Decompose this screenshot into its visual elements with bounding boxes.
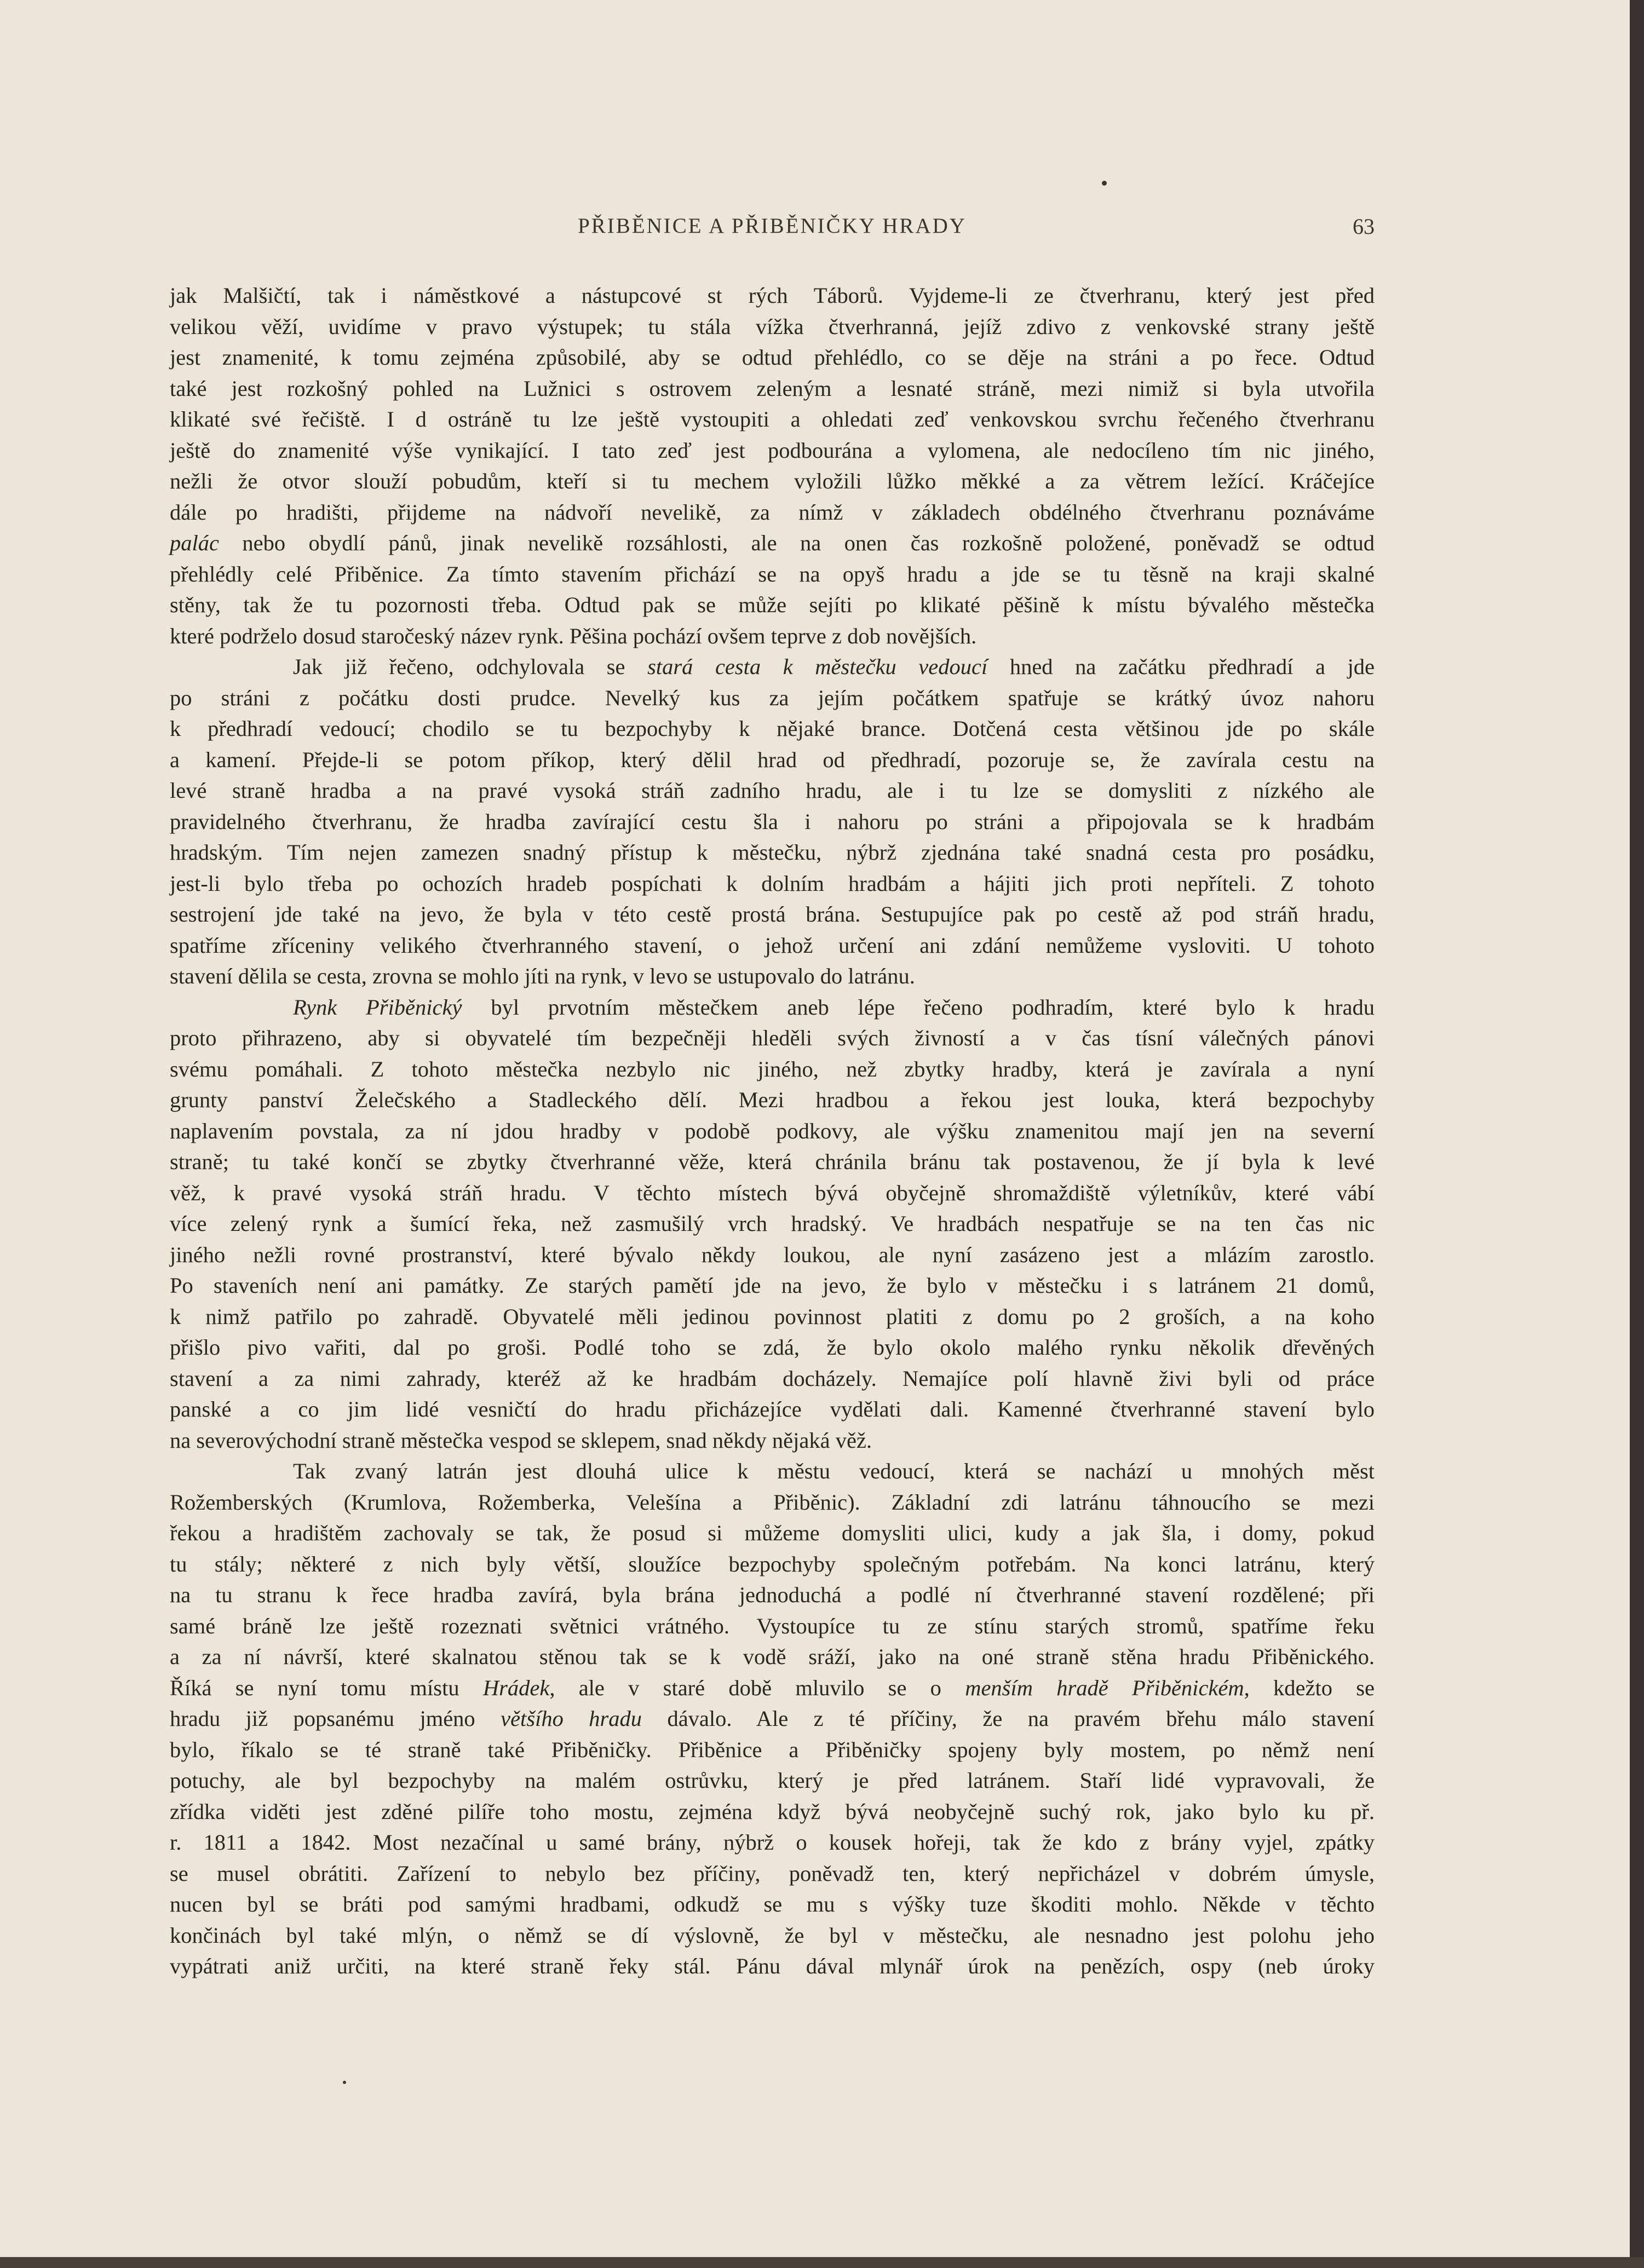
text-line: více zelený rynk a šumící řeka, než zasmušilý vrch hradský. Ve hradbách nespatřuje se na ten čas nic [170, 1211, 1375, 1236]
scan-edge-bottom [0, 2257, 1644, 2268]
text-line: které podrželo dosud staročeský název rynk. Pěšina pochází ovšem teprve z dob novějších. [170, 623, 977, 648]
text-line: zřídka viděti jest zděné pilíře toho mostu, zejména když bývá neobyčejně suchý rok, jako bylo ku př. [170, 1799, 1375, 1824]
text-line: klikaté své řečiště. I d ostráně tu lze ještě vystoupiti a ohledati zeď venkovskou svrchu řečeného čtverhranu [170, 407, 1375, 431]
ink-speck [343, 2081, 346, 2084]
text-line: levé straně hradba a na pravé vysoká stráň zadního hradu, ale i tu lze se domysliti z nízkého ale [170, 778, 1375, 803]
paragraph [170, 1456, 1375, 1982]
text-fragment: Jak již řečeno, odchylovala se [293, 654, 648, 679]
text-line: přišlo pivo vařiti, dal po groši. Podlé toho se zdá, že bylo okolo malého rynku několik dřevěných [170, 1335, 1375, 1360]
page-header [170, 214, 1375, 252]
text-line: a za ní návrší, které skalnatou stěnou tak se k vodě sráží, jako na oné straně stěna hradu Přiběnického. [170, 1644, 1375, 1669]
text-line: přehlédly celé Přiběnice. Za tímto stavením přichází se na opyš hradu a jde se tu těsně na kraji skalné [170, 561, 1375, 586]
text-line: tu stály; některé z nich byly větší, sloužíce bezpochyby společným potřebám. Na konci latránu, který [170, 1551, 1375, 1576]
text-line: a kamení. Přejde-li se potom příkop, který dělil hrad od předhradí, pozoruje se, že zavírala cestu na [170, 747, 1375, 772]
text-line: na severovýchodní straně městečka vespod se sklepem, snad někdy nějaká věž. [170, 1427, 872, 1453]
text-line [170, 1703, 1375, 1735]
text-line: r. 1811 a 1842. Most nezačínal u samé brány, nýbrž o kousek hořeji, tak že kdo z brány vyjel, zpátky [170, 1830, 1375, 1855]
text-line: stěny, tak že tu pozornosti třeba. Odtud pak se může sejíti po klikaté pěšině k místu bývalého městečka [170, 592, 1375, 617]
text-line: ještě do znamenité výše vynikající. I tato zeď jest podbourána a vylomena, ale nedocíleno tím nic jiného, [170, 438, 1375, 463]
text-line: věž, k pravé vysoká stráň hradu. V těchto místech bývá obyčejně shromaždiště výletníkův, které vábí [170, 1180, 1375, 1205]
text-line: sestrojení jde také na jevo, že byla v této cestě prostá brána. Sestupujíce pak po cestě až pod stráň hradu, [170, 902, 1375, 926]
paragraph [170, 652, 1375, 992]
page-number: 63 [1353, 214, 1375, 239]
text-line: straně; tu také končí se zbytky čtverhranné věže, která chránila bránu tak postavenou, že jí byla k levé [170, 1149, 1375, 1174]
text-line: spatříme zříceniny velikého čtverhranného stavení, o jehož určení ani zdání nemůžeme vysloviti. U tohoto [170, 932, 1375, 958]
text-line [170, 528, 1375, 559]
text-line: panské a co jim lidé vesničtí do hradu přicházejíce vydělati dali. Kamenné čtverhranné stavení bylo [170, 1397, 1375, 1421]
text-line: také jest rozkošný pohled na Lužnici s ostrovem zeleným a lesnaté stráně, mezi nimiž si byla utvořila [170, 376, 1375, 401]
text-fragment: Říká se nyní tomu místu [170, 1675, 483, 1700]
text-line: hradským. Tím nejen zamezen snadný přístup k městečku, nýbrž zjednána také snadná cesta pro posádku, [170, 840, 1375, 865]
scan-edge-right [1630, 0, 1644, 2268]
text-line: nežli že otvor slouží pobudům, kteří si tu mechem vyložili lůžko měkké a za větrem ležící. Kráčejíce [170, 469, 1375, 493]
text-fragment: nebo obydlí pánů, jinak nevelikě rozsáhlosti, ale na onen čas rozkošně položené, poněvadž se odtud [219, 531, 1375, 555]
italic-phrase: Rynk Přiběnický [293, 994, 462, 1020]
body-text [170, 280, 1375, 1982]
text-line: končinách byl také mlýn, o němž se dí výslovně, že byl v městečku, ale nesnadno jest polohu jeho [170, 1922, 1375, 1948]
text-line: dále po hradišti, přijdeme na nádvoří nevelikě, za nímž v základech obdélného čtverhranu poznáváme [170, 499, 1375, 525]
text-line: stavení dělila se cesta, zrovna se mohlo jíti na rynk, v levo se ustupovalo do latránu. [170, 964, 915, 988]
text-line: naplavením povstala, za ní jdou hradby v podobě podkovy, ale výšku znamenitou mají jen na severní [170, 1118, 1375, 1143]
text-fragment: dávalo. Ale z té příčiny, že na pravém břehu málo stavení [642, 1706, 1375, 1731]
text-line: jiného nežli rovné prostranství, které bývalo někdy loukou, ale nyní zasázeno jest a mlázím zarostlo. [170, 1242, 1375, 1267]
text-fragment: hned na začátku předhradí a jde [987, 654, 1375, 679]
text-line: nucen byl se bráti pod samými hradbami, odkudž se mu s výšky tuze škoditi mohlo. Někde v těchto [170, 1892, 1375, 1916]
text-line: na tu stranu k řece hradba zavírá, byla brána jednoduchá a podlé ní čtverhranné stavení rozdělené; při [170, 1582, 1375, 1607]
text-line: pravidelného čtverhranu, že hradba zavírající cestu šla i nahoru po stráni a připojovala se k hradbám [170, 809, 1375, 834]
text-line: po stráni z počátku dosti prudce. Nevelký kus za jejím počátkem spatřuje se krátký úvoz nahoru [170, 685, 1375, 710]
text-line: vypátrati aniž určiti, na které straně řeky stál. Pánu dával mlynář úrok na penězích, ospy (neb úroky [170, 1954, 1375, 1978]
italic-phrase: palác [170, 531, 219, 555]
text-line: stavení a za nimi zahrady, kteréž až ke hradbám docházely. Nemajíce polí hlavně živi byli od práce [170, 1366, 1375, 1391]
running-title: PŘIBĚNICE A PŘIBĚNIČKY HRADY [578, 214, 967, 238]
text-line: grunty panství Želečského a Stadleckého dělí. Mezi hradbou a řekou jest louka, která bezpochyby [170, 1087, 1375, 1112]
italic-phrase: stará cesta k městečku vedoucí [647, 654, 988, 679]
text-line: samé bráně lze ještě rozeznati světnici vrátného. Vystoupíce tu ze stínu starých stromů, spatříme řeku [170, 1613, 1375, 1638]
text-line: potuchy, ale byl bezpochyby na malém ostrůvku, který je před latránem. Staří lidé vypravovali, že [170, 1768, 1375, 1793]
ink-speck [1102, 181, 1107, 186]
text-line: proto přihrazeno, aby si obyvatelé tím bezpečněji hleděli svých živností a v čas tísní válečných pánovi [170, 1026, 1375, 1050]
text-line: řekou a hradištěm zachovaly se tak, že posud si můžeme domysliti ulici, kudy a jak šla, i domy, pokud [170, 1521, 1375, 1545]
text-line [170, 652, 1375, 683]
italic-phrase: Hrádek [482, 1675, 550, 1700]
text-line: k nimž patřilo po zahradě. Obyvatelé měli jedinou povinnost platiti z domu po 2 groších, a na koho [170, 1304, 1375, 1329]
text-line: k předhradí vedoucí; chodilo se tu bezpochyby k nějaké brance. Dotčená cesta většinou jde po skále [170, 716, 1375, 741]
paragraph [170, 280, 1375, 652]
text-fragment: byl prvotním městečkem aneb lépe řečeno podhradím, které bylo k hradu [462, 994, 1375, 1020]
text-line: Rožemberských (Krumlova, Rožemberka, Velešína a Přiběnic). Základní zdi latránu táhnoucího se mezi [170, 1489, 1375, 1515]
text-line: svému pomáhali. Z tohoto městečka nezbylo nic jiného, než zbytky hradby, která je zavírala a nyní [170, 1056, 1375, 1081]
italic-phrase: menším hradě Přiběnickém [965, 1675, 1244, 1700]
paragraph [170, 992, 1375, 1457]
text-line: se musel obrátiti. Zařízení to nebylo bez příčiny, poněvadž ten, který nepřicházel v dobrém úmysle, [170, 1861, 1375, 1886]
text-line: jest-li bylo třeba po ochozích hradeb pospíchati k dolním hradbám a hájiti jich proti nepříteli. Z tohoto [170, 871, 1375, 896]
text-line: velikou věží, uvidíme v pravo výstupek; tu stála vížka čtverhranná, jejíž zdivo z venkovské strany ještě [170, 314, 1375, 339]
text-line [170, 992, 1375, 1023]
text-line: jest znamenité, k tomu zejména způsobilé, aby se odtud přehlédlo, co se děje na stráni a po řece. Odtud [170, 345, 1375, 370]
italic-phrase: většího hradu [501, 1706, 642, 1731]
text-line [170, 1673, 1375, 1704]
text-fragment: , ale v staré době mluvilo se o [549, 1675, 965, 1700]
text-fragment: hradu již popsanému jméno [170, 1706, 501, 1731]
text-fragment: , kdežto se [1244, 1675, 1375, 1700]
text-line: bylo, říkalo se té straně také Přiběničky. Přiběnice a Přiběničky spojeny byly mostem, po němž není [170, 1737, 1375, 1762]
text-line: Tak zvaný latrán jest dlouhá ulice k městu vedoucí, která se nachází u mnohých měst [293, 1459, 1375, 1483]
text-line: Po staveních není ani památky. Ze starých pamětí jde na jevo, že bylo v městečku i s latránem 21 domů, [170, 1273, 1375, 1298]
text-line: jak Malšičtí, tak i náměstkové a nástupcové st rých Táborů. Vyjdeme-li ze čtverhranu, který jest před [170, 283, 1375, 308]
